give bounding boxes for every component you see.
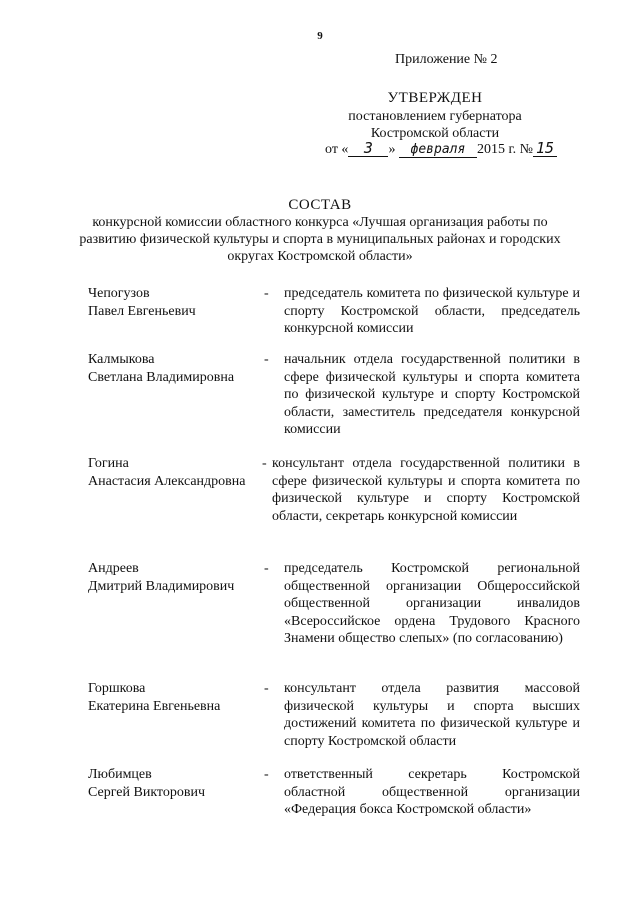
approval-date-line [325, 141, 557, 158]
member-name [88, 455, 268, 490]
member-dash: - [264, 681, 269, 696]
member-name [88, 285, 268, 320]
approval-block [310, 90, 560, 143]
member-given-name: Екатерина Евгеньевна [88, 698, 221, 714]
approval-line-1: постановлением губернатора [348, 108, 522, 124]
member-given-name: Сергей Викторович [88, 784, 206, 800]
member-dash: - [262, 456, 267, 471]
date-mid: » [388, 142, 396, 157]
member-row [88, 680, 588, 780]
member-row [88, 455, 588, 555]
member-role: председатель комитета по физической культуре и спорту Костромской области, председатель конкурсной комиссии [284, 286, 580, 336]
member-name [88, 680, 268, 715]
member-role: начальник отдела государственной политики в сфере физической культуры и спорта комитета по физической культуре и спорту Костромской области, заместитель председателя конкурсной комиссии [284, 352, 580, 437]
date-prefix: от « [325, 142, 349, 157]
appendix-label: Приложение № 2 [395, 52, 498, 67]
approval-title: УТВЕРЖДЕН [387, 90, 483, 106]
member-dash: - [264, 767, 269, 782]
document-title: СОСТАВ [288, 197, 352, 213]
member-surname: Любимцев [88, 767, 152, 782]
member-name [88, 766, 268, 801]
decree-number-field: 15 [533, 141, 557, 157]
member-surname: Гогина [88, 456, 129, 471]
member-given-name: Дмитрий Владимирович [88, 578, 235, 594]
member-dash: - [264, 286, 269, 301]
member-dash: - [264, 561, 269, 576]
member-role: председатель Костромской региональной общественной организации Общероссийской общественной организации инвалидов «Всероссийское ордена Трудового Красного Знамени общество слепых» (по согласованию) [284, 561, 580, 646]
member-given-name: Анастасия Александровна [88, 473, 246, 489]
member-surname: Калмыкова [88, 352, 155, 367]
member-row [88, 351, 588, 451]
page-number: 9 [317, 30, 323, 42]
member-role: консультант отдела развития массовой физической культуры и спорта высших достижений комитета по физической культуре и спорту Костромской области [284, 681, 580, 749]
member-row [88, 560, 588, 660]
member-row [88, 766, 588, 866]
member-role: ответственный секретарь Костромской областной общественной организации «Федерация бокса Костромской области» [284, 767, 580, 817]
member-surname: Чепогузов [88, 286, 150, 301]
member-given-name: Павел Евгеньевич [88, 303, 196, 319]
date-month-field: февраля [399, 142, 477, 158]
member-dash: - [264, 352, 269, 367]
member-surname: Андреев [88, 561, 139, 576]
date-year: 2015 г. № [476, 142, 533, 157]
document-subtitle: конкурсной комиссии областного конкурса «Лучшая организация работы по развитию физической культуры и спорта в муниципальных районах и городских округах Костромской области» [79, 215, 561, 264]
approval-line-2: Костромской области [370, 126, 500, 141]
member-surname: Горшкова [88, 681, 146, 696]
member-name [88, 560, 268, 595]
member-given-name: Светлана Владимировна [88, 369, 235, 385]
member-name [88, 351, 268, 386]
date-day-field: 3 [348, 141, 388, 157]
member-role: консультант отдела государственной политики в сфере физической культуры и спорта комитета по физической культуре и спорту Костромской области, секретарь конкурсной комиссии [272, 456, 580, 524]
